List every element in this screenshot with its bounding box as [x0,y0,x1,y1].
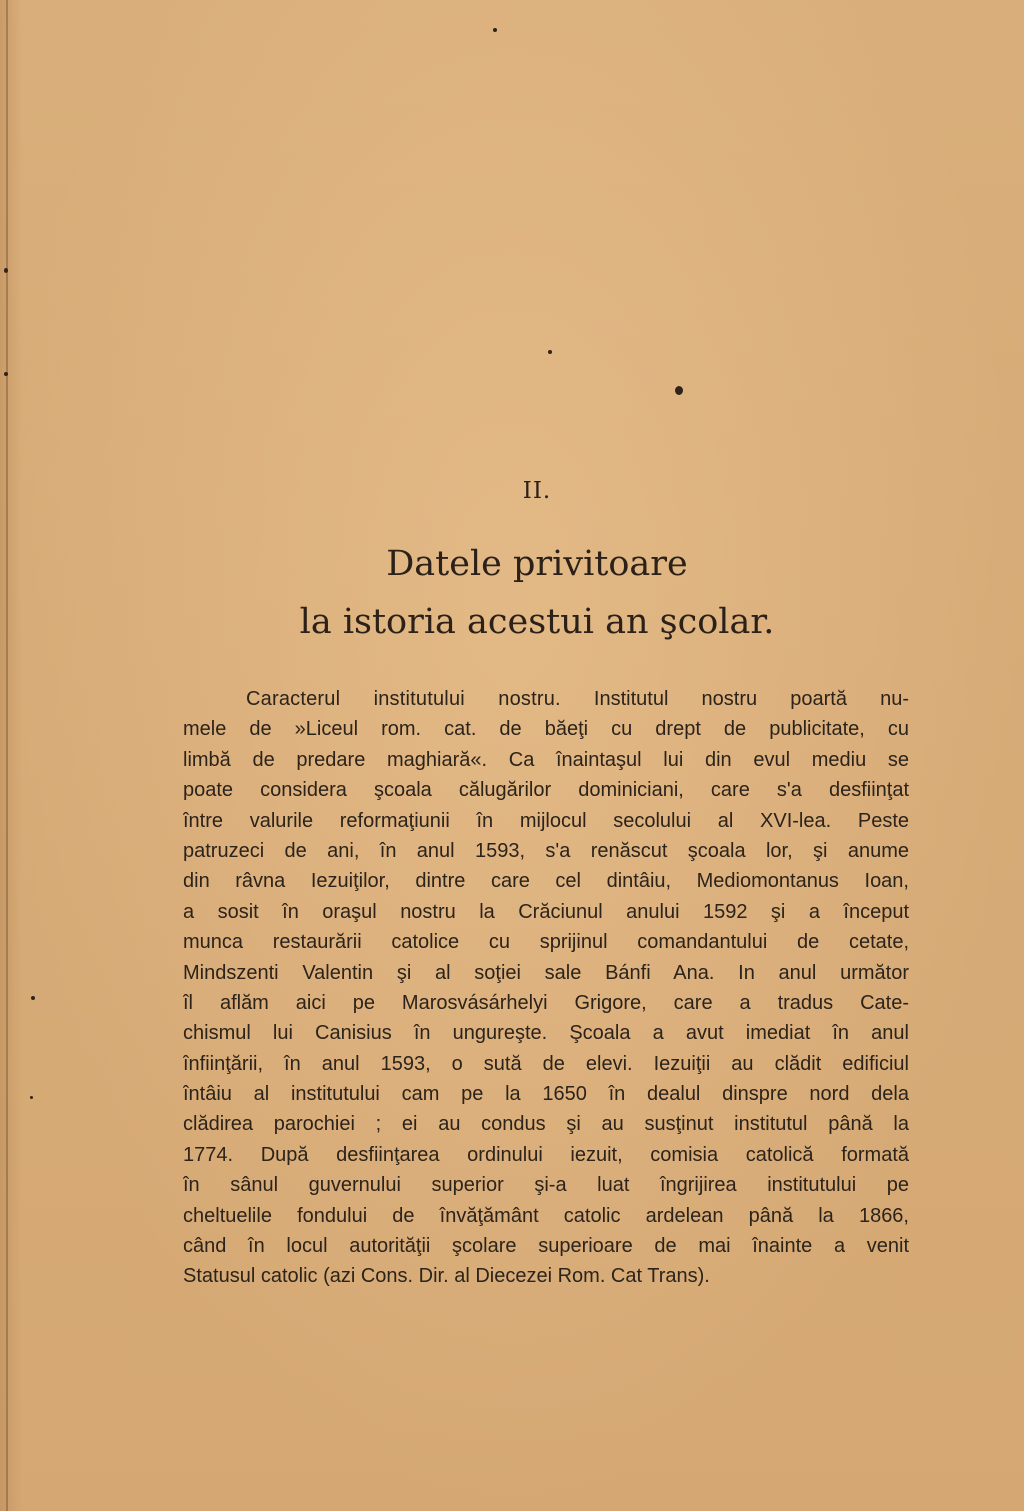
text-line: Statusul catolic (azi Cons. Dir. al Diecezei Rom. Cat Trans). [183,1265,710,1288]
text-line: mele de »Liceul rom. cat. de băeţi cu drept de publicitate, cu [183,718,909,741]
print-speck [30,1096,33,1099]
text-line: când în locul autorităţii şcolare superioare de mai înainte a venit [183,1235,909,1258]
text-line: în sânul guvernului superior şi-a luat îngrijirea institutului pe [183,1174,909,1197]
text-line: munca restaurării catolice cu sprijinul comandantului de cetate, [183,931,909,954]
text-line: poate considera şcoala călugărilor dominiciani, care s'a desfiinţat [183,779,909,802]
run-in-heading: Caracterul institutului nostru. [246,688,561,710]
print-speck [4,268,8,273]
section-number: II. [522,478,552,504]
chapter-title-line-1: Datele privitoare [386,544,688,584]
text-line: limbă de predare maghiară«. Ca înaintaşul lui din evul mediu se [183,748,909,771]
text-line: a sosit în oraşul nostru la Crăciunul anului 1592 şi a început [183,900,909,923]
text-line: întâiu al institutului cam pe la 1650 în dealul dinspre nord dela [183,1083,909,1106]
print-speck [31,996,35,1000]
text-line: chismul lui Canisius în ungureşte. Şcoala a avut imediat în anul [183,1022,909,1045]
text-line: cheltuelile fondului de învăţământ catolic ardelean până la 1866, [183,1204,909,1227]
print-speck [548,350,552,354]
print-speck [675,386,683,395]
text-line: îl aflăm aici pe Marosvásárhelyi Grigore, care a tradus Cate- [183,991,909,1014]
body-paragraph [183,684,909,1292]
text-line: clădirea parochiei ; ei au condus şi au susţinut institutul până la [183,1113,909,1136]
text-line: patruzeci de ani, în anul 1593, s'a renăscut şcoala lor, şi anume [183,839,909,862]
text-line: 1774. După desfiinţarea ordinului iezuit, comisia catolică formată [183,1143,909,1166]
text-line: între valurile reformaţiunii în mijlocul secolului al XVI-lea. Peste [183,809,909,832]
text-line: Mindszenti Valentin şi al soţiei sale Bánfi Ana. In anul următor [183,961,909,984]
text-line: înfiinţării, în anul 1593, o sută de elevi. Iezuiţii au clădit edificiul [183,1052,909,1075]
text-line [183,684,909,714]
text-line: din râvna Iezuiţilor, dintre care cel dintâiu, Mediomontanus Ioan, [183,870,909,893]
page-edge-shadow [6,0,8,1511]
print-speck [4,372,8,376]
text-line-content: Institutul nostru poartă nu- [560,688,909,710]
print-speck [493,28,497,32]
chapter-title-line-2: la istoria acestui an şcolar. [299,602,775,642]
